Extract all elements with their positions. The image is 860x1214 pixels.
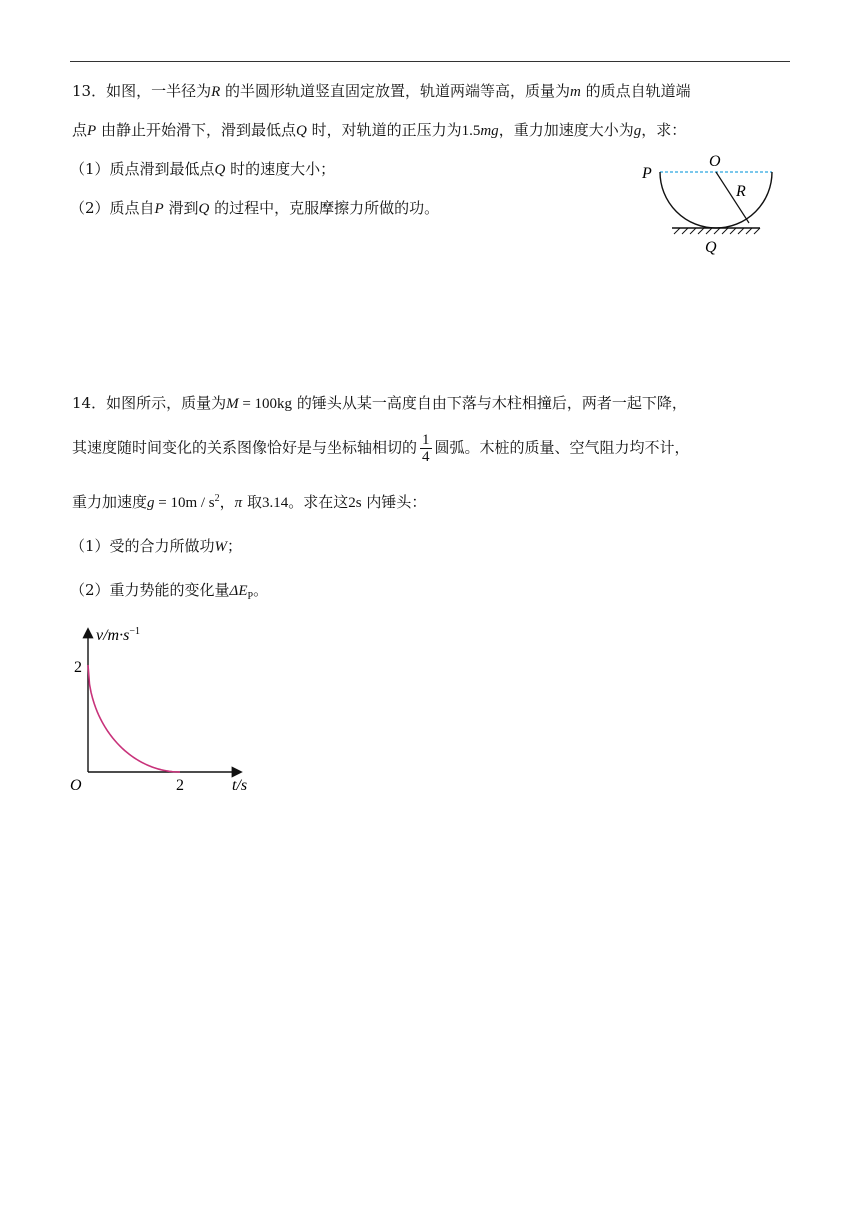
- var-pi: π: [234, 495, 243, 511]
- q14-part2: [70, 579, 268, 608]
- q13-text: 时的速度大小；: [225, 160, 336, 178]
- subscript-P: P: [247, 591, 254, 602]
- fraction-quarter: [420, 432, 432, 465]
- q14-line3: [72, 488, 426, 514]
- q13-line1: [72, 80, 691, 103]
- q13-text: 由静止开始滑下，滑到最低点: [96, 121, 296, 139]
- q13-text: 的质点自轨道端: [580, 82, 691, 100]
- var-M: M: [226, 396, 239, 412]
- var-R: R: [211, 84, 221, 100]
- q13-text: ，求：: [641, 121, 687, 139]
- track-figure: [630, 148, 790, 260]
- fraction-numerator: 1: [422, 432, 430, 448]
- pi-value: 3.14: [261, 495, 289, 511]
- label-R: R: [736, 183, 746, 200]
- var-Q: Q: [214, 162, 226, 178]
- y-axis-label: $v/m\cdot s^{-1}$: [96, 626, 140, 644]
- q14-text: 取: [242, 493, 262, 511]
- q14-text: 。: [253, 581, 269, 599]
- q14-text: 14．如图所示，质量为: [72, 394, 227, 412]
- x-tick-label: 2: [176, 777, 184, 794]
- label-O: O: [709, 153, 721, 170]
- origin-label: O: [70, 777, 82, 794]
- mass-value: = 100kg: [238, 396, 293, 412]
- q13-part2: [70, 197, 439, 220]
- label-P: P: [642, 165, 652, 182]
- y-tick-label: 2: [74, 659, 82, 676]
- exponent: 2: [214, 493, 220, 504]
- time-value: 2s: [348, 495, 362, 511]
- q14-part1: [70, 535, 242, 558]
- q14-text: ；: [227, 537, 243, 555]
- q13-part1: [70, 158, 335, 181]
- semicircle-track: [660, 172, 772, 228]
- fraction-denominator: 4: [422, 449, 430, 465]
- q13-text: （1）质点滑到最低点: [70, 160, 215, 178]
- q14-text: 的锤头从某一高度自由下落与木柱相撞后，两者一起下降，: [292, 394, 687, 412]
- q14-line1: [72, 392, 687, 415]
- var-g: g: [633, 123, 642, 139]
- var-Q: Q: [295, 123, 307, 139]
- q14-text: 圆弧。木桩的质量、空气阻力均不计，: [434, 438, 690, 457]
- q13-text: 滑到: [163, 199, 199, 217]
- q13-text: （2）质点自: [70, 199, 155, 217]
- q13-text: ，重力加速度大小为: [498, 121, 634, 139]
- velocity-curve: [88, 665, 180, 772]
- var-W: W: [214, 539, 228, 555]
- var-delta-Ep: ΔE: [229, 583, 248, 599]
- q13-text: 时，对轨道的正压力为: [306, 121, 462, 139]
- var-g: g: [147, 495, 155, 511]
- var-P: P: [87, 123, 97, 139]
- q14-text: （2）重力势能的变化量: [70, 581, 230, 599]
- top-rule: [70, 61, 790, 62]
- q13-text: 的半圆形轨道竖直固定放置，轨道两端等高，质量为: [220, 82, 571, 100]
- x-axis-label: t/s: [232, 777, 248, 794]
- q13-text: 点: [72, 121, 88, 139]
- q14-line2: [72, 432, 690, 465]
- q13-text: 的过程中，克服摩擦力所做的功。: [209, 199, 440, 217]
- var-Q: Q: [198, 201, 210, 217]
- q14-text: 重力加速度: [72, 493, 148, 511]
- q13-text: 13．如图，一半径为: [72, 82, 212, 100]
- q13-line2: [72, 119, 686, 142]
- q14-text: 其速度随时间变化的关系图像恰好是与坐标轴相切的: [72, 438, 418, 457]
- force-value: 1.5: [461, 123, 481, 139]
- var-m: m: [570, 84, 581, 100]
- q14-text: ，: [219, 493, 235, 511]
- q14-text: 。求在这: [288, 493, 349, 511]
- label-Q: Q: [705, 239, 717, 256]
- ground-hatching: [674, 228, 760, 234]
- gravity-value: = 10m / s: [154, 495, 215, 511]
- var-mg: mg: [480, 123, 499, 139]
- var-P: P: [154, 201, 164, 217]
- q14-text: 内锤头：: [361, 493, 427, 511]
- q14-text: （1）受的合力所做功: [70, 537, 215, 555]
- velocity-time-chart: [60, 620, 270, 800]
